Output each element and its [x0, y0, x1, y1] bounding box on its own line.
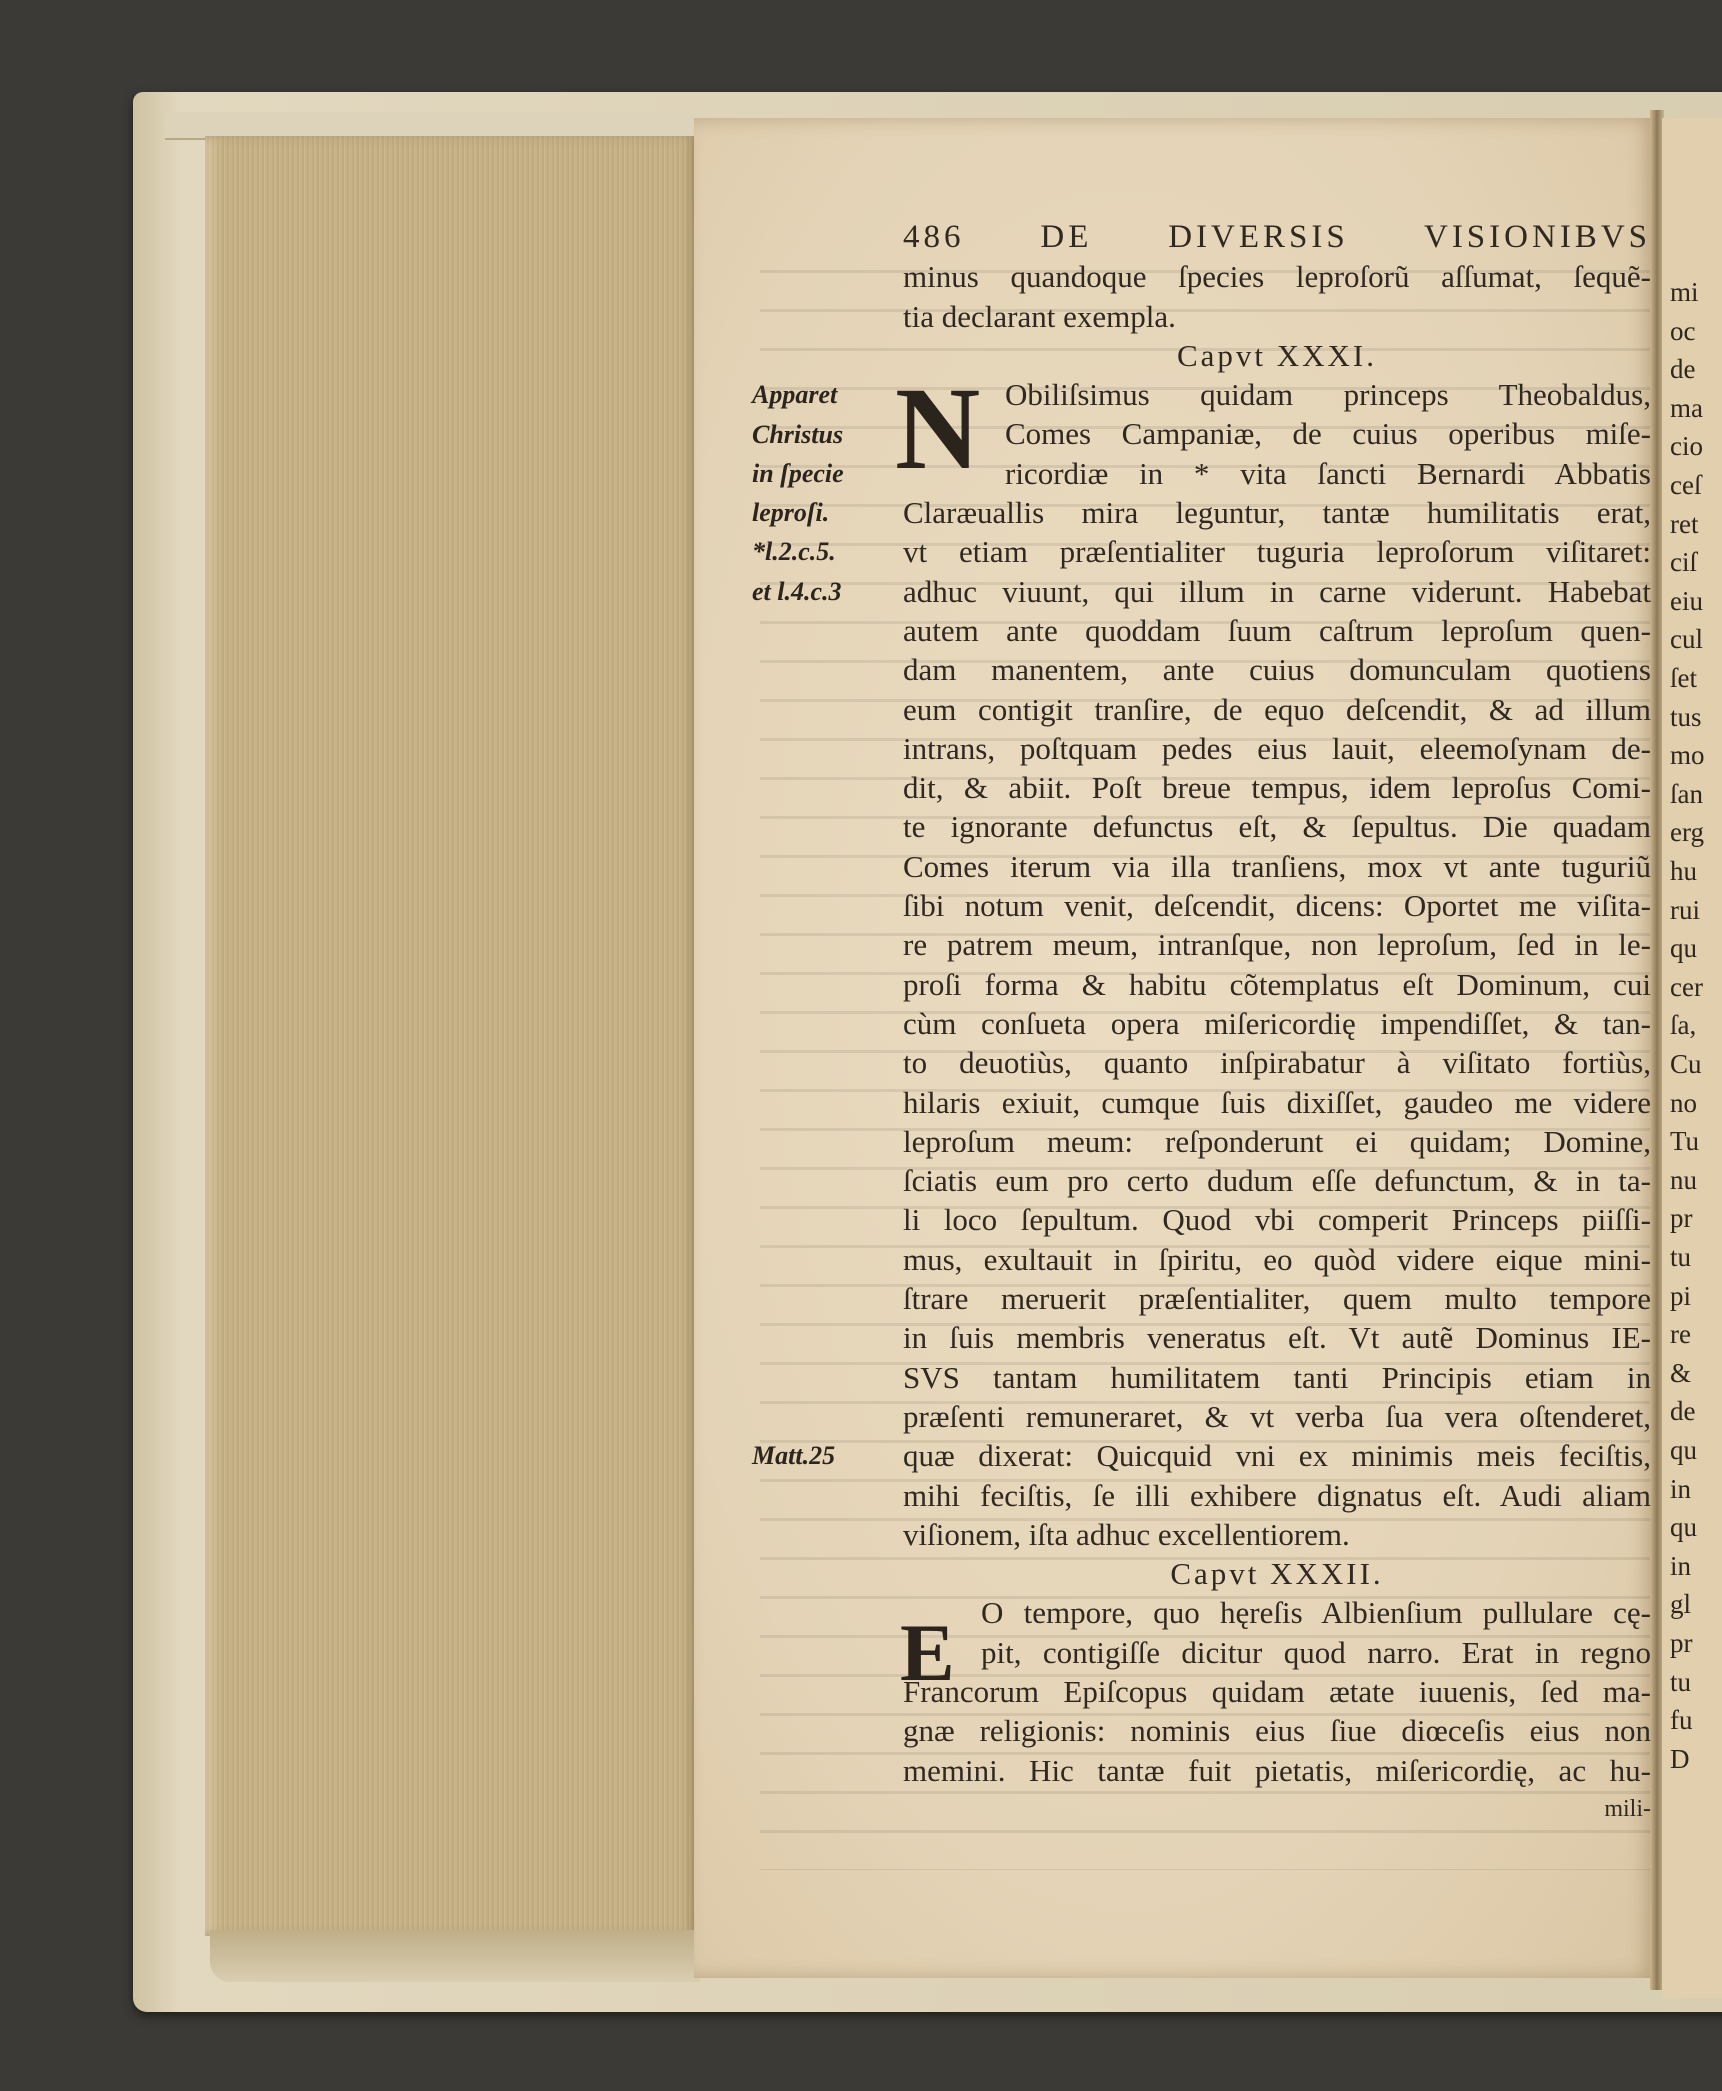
text-line: hilaris exiuit, cumque ſuis dixiſſet, gaudeo me videre — [903, 1084, 1651, 1120]
facing-page-fragment: oc — [1670, 315, 1696, 346]
text-line: tia declarant exempla. — [903, 298, 1176, 334]
facing-page-fragment: re — [1670, 1319, 1691, 1350]
facing-page-fragment: tus — [1670, 701, 1702, 732]
text-line: dit, & abiit. Poſt breue tempus, idem leproſus Comi- — [903, 770, 1651, 806]
facing-page-fragment: ſet — [1670, 663, 1697, 693]
chapter-heading: Capvt XXXII. — [1170, 1556, 1384, 1592]
facing-page-fragment: ma — [1670, 392, 1703, 423]
facing-page-fragment: pr — [1670, 1203, 1693, 1234]
facing-page-fragment: qu — [1670, 1512, 1697, 1543]
text-line: intrans, poſtquam pedes eius lauit, eleemoſynam de- — [903, 730, 1651, 766]
text-line: ricordiæ in * vita ſancti Bernardi Abbatis — [1005, 455, 1651, 491]
chapter-heading: Capvt XXXI. — [1176, 337, 1378, 373]
text-line: Comes Campaniæ, de cuius operibus miſe- — [1005, 416, 1651, 452]
facing-page-fragment: hu — [1670, 856, 1697, 886]
facing-page-fragment: tu — [1670, 1666, 1692, 1697]
text-line: re patrem meum, intranſque, non leproſum, ſed in le- — [903, 927, 1651, 963]
text-line: te ignorante defunctus eſt, & ſepultus. Die quadam — [903, 809, 1651, 845]
text-line: proſi forma & habitu cõtemplatus eſt Dominum, cui — [903, 966, 1651, 1002]
text-line: in ſuis membris veneratus eſt. Vt autẽ Dominus IE- — [903, 1320, 1651, 1356]
facing-page-fragment: D — [1670, 1743, 1690, 1774]
facing-page-fragment: de — [1670, 1396, 1696, 1427]
facing-page-fragment: ceſ — [1670, 470, 1702, 500]
text-line: li loco ſepultum. Quod vbi comperit Princeps piiſſi- — [903, 1202, 1651, 1238]
facing-page-fragment: Cu — [1670, 1049, 1702, 1079]
facing-page-fragment: eiu — [1670, 585, 1703, 616]
facing-page-fragment: no — [1670, 1087, 1697, 1118]
text-line: Claræuallis mira leguntur, tantæ humilitatis erat, — [903, 495, 1651, 531]
margin-note: Apparet — [752, 380, 838, 410]
text-line: O tempore, quo hęreſis Albienſium pullulare cę- — [981, 1595, 1651, 1631]
drop-cap-n: N — [895, 363, 981, 494]
facing-page-fragment: mi — [1670, 277, 1699, 307]
text-line: Comes iterum via illa tranſiens, mox vt ante tuguriũ — [903, 848, 1651, 884]
facing-page-fragment: in — [1670, 1473, 1692, 1504]
facing-page-fragment: pr — [1670, 1628, 1693, 1658]
facing-page-fragment: ſan — [1670, 778, 1703, 809]
margin-note: leproſi. — [752, 498, 830, 528]
text-line: adhuc viuunt, qui illum in carne viderunt. Habebat — [903, 573, 1651, 609]
facing-page-fragment: qu — [1670, 1435, 1697, 1465]
text-line: dam manentem, ante cuius domunculam quotiens — [903, 652, 1651, 688]
margin-note: Matt.25 — [752, 1441, 836, 1471]
facing-page-fragment: cio — [1670, 431, 1703, 462]
text-line: SVS tantam humilitatem tanti Principis etiam in — [903, 1359, 1651, 1395]
text-line: præſenti remuneraret, & vt verba ſua vera oſtenderet, — [903, 1398, 1651, 1434]
running-head: 486 DE DIVERSIS VISIONIBVS — [903, 219, 1651, 255]
text-line: memini. Hic tantæ fuit pietatis, miſericordię, ac hu- — [903, 1752, 1651, 1788]
page-block-bottom — [210, 1930, 700, 1982]
margin-note: Christus — [752, 419, 844, 449]
facing-page-fragment: rui — [1670, 894, 1700, 925]
facing-page-fragment: erg — [1670, 817, 1704, 848]
text-line: quæ dixerat: Quicquid vni ex minimis meis feciſtis, — [903, 1438, 1651, 1474]
margin-note: in ſpecie — [752, 458, 844, 488]
text-line: ſtrare meruerit præſentialiter, quem multo tempore — [903, 1281, 1651, 1317]
page-text — [903, 218, 1651, 1829]
facing-page-fragment: ſa, — [1670, 1010, 1697, 1041]
text-line: cùm conſueta opera miſericordię impendiſſet, & tan- — [903, 1005, 1651, 1041]
text-line: mus, exultauit in ſpiritu, eo quòd videre eique mini- — [903, 1241, 1651, 1277]
facing-page-fragment: tu — [1670, 1242, 1692, 1272]
text-line: mihi feciſtis, ſe illi exhibere dignatus eſt. Audi aliam — [903, 1477, 1651, 1513]
text-line: gnæ religionis: nominis eius ſiue diœceſis eius non — [903, 1713, 1651, 1749]
text-line: mili- — [1604, 1795, 1651, 1822]
facing-page-fragment: cul — [1670, 624, 1703, 655]
text-line: Francorum Epiſcopus quidam ætate iuuenis, ſed ma- — [903, 1673, 1651, 1709]
facing-page-fragment: gl — [1670, 1589, 1692, 1620]
facing-page-fragment: fu — [1670, 1705, 1693, 1736]
text-line: autem ante quoddam ſuum caſtrum leproſum quen- — [903, 612, 1651, 648]
facing-page — [1662, 118, 1722, 1998]
margin-note: *l.2.c.5. — [752, 537, 836, 567]
text-line: to deuotiùs, quanto inſpirabatur à viſitato fortiùs, — [903, 1045, 1651, 1081]
text-line: eum contigit tranſire, de equo deſcendit, & ad illum — [903, 691, 1651, 727]
margin-note: et l.4.c.3 — [752, 576, 842, 606]
facing-page-fragment: nu — [1670, 1164, 1697, 1195]
text-line: pit, contigiſſe dicitur quod narro. Erat in regno — [981, 1634, 1651, 1670]
text-line: minus quandoque ſpecies leproſorũ aſſumat, ſequẽ- — [903, 259, 1651, 295]
facing-page-fragment: ciſ — [1670, 547, 1697, 578]
facing-page-fragment: in — [1670, 1550, 1692, 1581]
facing-page-fragment: pi — [1670, 1280, 1692, 1311]
text-line: viſionem, iſta adhuc excellentiorem. — [903, 1516, 1350, 1552]
facing-page-fragment: cer — [1670, 971, 1703, 1002]
facing-page-fragment: qu — [1670, 933, 1697, 964]
facing-page-fragment: de — [1670, 354, 1696, 385]
text-line: leproſum meum: reſponderunt ei quidam; Domine, — [903, 1123, 1651, 1159]
facing-page-fragment: mo — [1670, 740, 1705, 771]
facing-page-fragment: & — [1670, 1357, 1692, 1388]
facing-page-fragment: Tu — [1670, 1126, 1700, 1157]
drop-cap-e: E — [900, 1607, 955, 1698]
facing-page-fragment: ret — [1670, 508, 1699, 539]
text-line: ſibi notum venit, deſcendit, dicens: Oportet me viſita- — [903, 888, 1651, 924]
text-line: ſciatis eum pro certo dudum eſſe defunctum, & in ta- — [903, 1163, 1651, 1199]
text-line: Obiliſsimus quidam princeps Theobaldus, — [1005, 377, 1651, 413]
text-line: vt etiam præſentialiter tuguria leproſorum viſitaret: — [903, 534, 1651, 570]
page-block-fore-edge — [205, 136, 697, 1936]
